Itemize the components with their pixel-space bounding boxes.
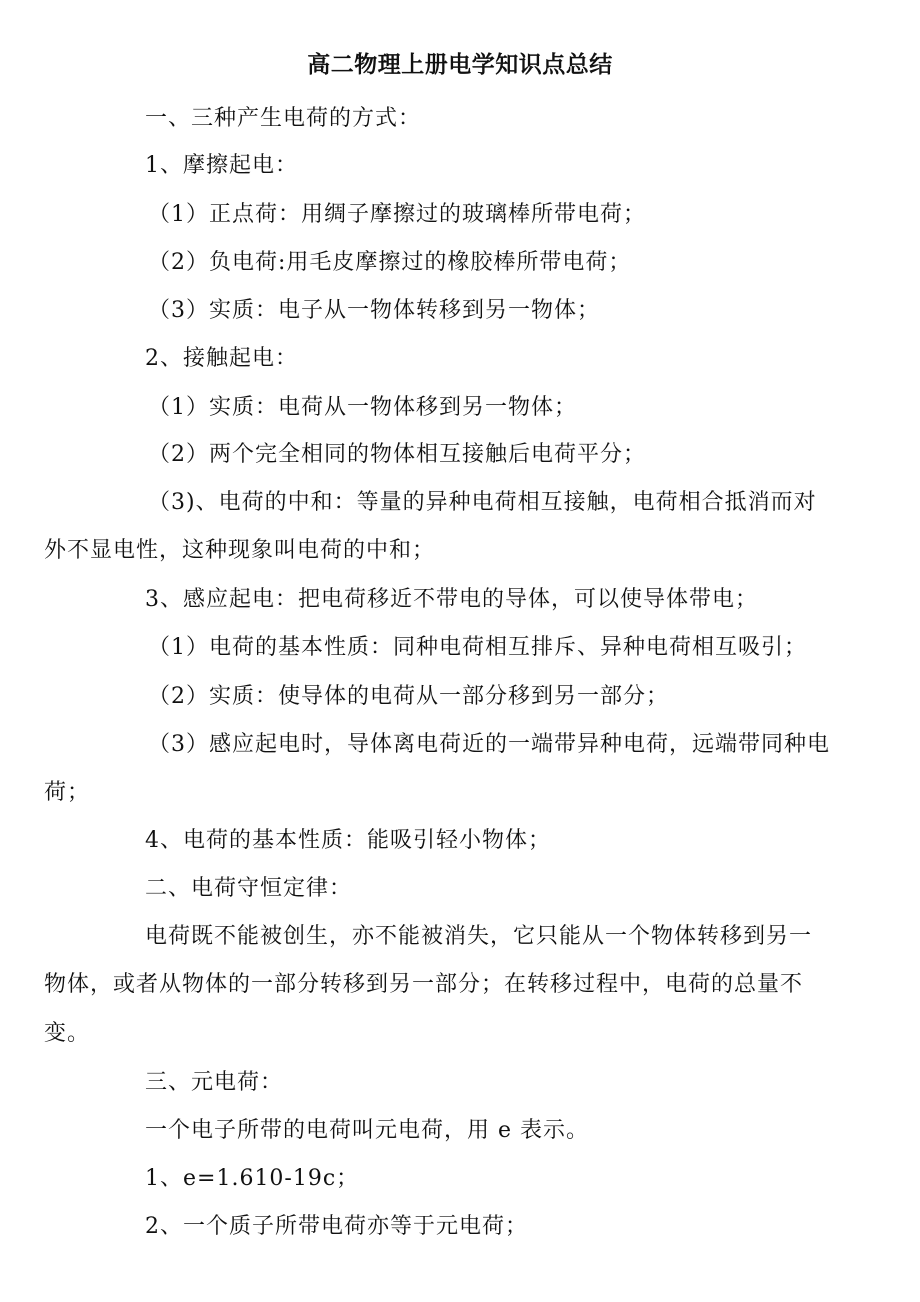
subheading-induction: 3、感应起电：把电荷移近不带电的导体，可以使导体带电； xyxy=(145,587,758,612)
document-title: 高二物理上册电学知识点总结 xyxy=(307,51,613,78)
section-heading-1: 一、三种产生电荷的方式： xyxy=(145,106,422,131)
subheading-property: 4、电荷的基本性质：能吸引轻小物体； xyxy=(145,828,551,853)
list-item: （3）感应起电时，导体离电荷近的一端带异种电荷，远端带同种电 xyxy=(148,732,830,757)
list-item-continuation: 外不显电性，这种现象叫电荷的中和； xyxy=(44,538,436,563)
paragraph-continuation: 物体，或者从物体的一部分转移到另一部分；在转移过程中，电荷的总量不 xyxy=(44,972,804,997)
list-item: 2、一个质子所带电荷亦等于元电荷； xyxy=(145,1214,528,1239)
subheading-friction: 1、摩擦起电： xyxy=(145,153,298,178)
paragraph-continuation: 变。 xyxy=(44,1021,91,1046)
list-item: （1）正点荷：用绸子摩擦过的玻璃棒所带电荷； xyxy=(148,202,646,227)
list-item: （3）实质：电子从一物体转移到另一物体； xyxy=(148,298,600,323)
list-item: （2）实质：使导体的电荷从一部分移到另一部分； xyxy=(148,684,669,709)
list-item: （1）实质：电荷从一物体移到另一物体； xyxy=(148,395,577,420)
list-item: （2）负电荷:用毛皮摩擦过的橡胶棒所带电荷； xyxy=(148,250,632,275)
paragraph: 电荷既不能被创生，亦不能被消失，它只能从一个物体转移到另一 xyxy=(145,924,813,949)
list-item: 1、e=1.610-19c； xyxy=(145,1166,360,1191)
section-heading-2: 二、电荷守恒定律： xyxy=(145,876,353,901)
list-item: （2）两个完全相同的物体相互接触后电荷平分； xyxy=(148,442,646,467)
list-item: （1）电荷的基本性质：同种电荷相互排斥、异种电荷相互吸引； xyxy=(148,635,807,660)
list-item-continuation: 荷； xyxy=(44,780,91,805)
section-heading-3: 三、元电荷： xyxy=(145,1070,284,1095)
subheading-contact: 2、接触起电： xyxy=(145,346,298,371)
paragraph: 一个电子所带的电荷叫元电荷，用 e 表示。 xyxy=(145,1118,590,1143)
list-item: （3)、电荷的中和：等量的异种电荷相互接触，电荷相合抵消而对 xyxy=(148,490,817,515)
